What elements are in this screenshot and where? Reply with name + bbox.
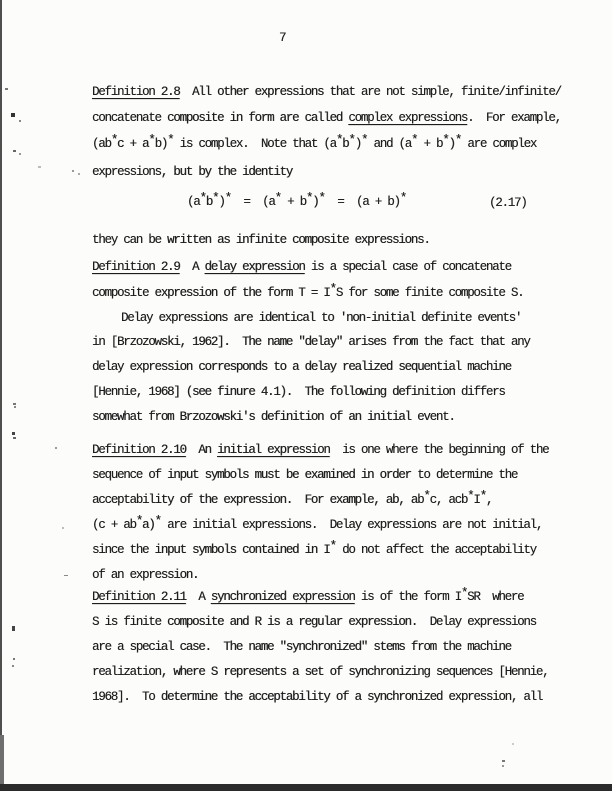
text-line: delay expression corresponds to a delay realized sequential machine [92, 360, 511, 374]
scan-speck [19, 153, 21, 155]
text-line: [Hennie, 1968] (see finure 4.1). The following definition differs [92, 385, 505, 399]
text-line: Definition 2.10 An initial expression is one where the beginning of the [92, 443, 549, 457]
scan-speck [38, 166, 41, 168]
scan-speck [78, 173, 80, 175]
scan-speck [19, 120, 21, 122]
text-line: they can be written as infinite composite expressions. [92, 233, 430, 247]
text-line: (c + ab*a)* are initial expressions. Delay expressions are not initial, [92, 514, 543, 532]
text-line: acceptability of the expression. For example, ab, ab*c, acb*I*, [92, 489, 493, 507]
text-line: concatenate composite in form are called complex expressions. For example, [92, 111, 561, 125]
scan-speck [55, 447, 57, 449]
text-line: somewhat from Brzozowski's definition of an initial event. [92, 410, 455, 424]
scan-speck [512, 743, 514, 745]
text-line: since the input symbols contained in I* do not affect the acceptability [92, 539, 536, 557]
scan-edge-left [0, 0, 2, 791]
scan-speck [502, 765, 504, 767]
scan-speck [12, 626, 15, 631]
scan-speck [64, 575, 68, 576]
scan-edge-bottom [0, 784, 612, 791]
text-line: Definition 2.11 A synchronized expression is of the form I*SR where [92, 586, 524, 604]
text-line: expressions, but by the identity [92, 165, 293, 179]
equation-number: (2.17) [489, 196, 527, 210]
text-line: composite expression of the form T = I*S for some finite composite S. [92, 282, 524, 300]
page-number: 7 [279, 31, 286, 45]
text-line: Definition 2.9 A delay expression is a special case of concatenate [92, 260, 511, 274]
scan-speck [13, 150, 16, 152]
scan-speck [14, 406, 16, 408]
scan-speck [11, 113, 15, 117]
scan-speck [12, 665, 14, 667]
text-line: sequence of input symbols must be examined in order to determine the [92, 468, 518, 482]
text-line: are a special case. The name "synchronized" stems from the machine [92, 640, 511, 654]
equation-formula: (a*b*)* = (a* + b*)* = (a + b)* [187, 191, 406, 209]
scan-edge-left [0, 735, 4, 791]
scan-speck [72, 170, 74, 172]
scan-speck [502, 760, 505, 762]
scan-speck [62, 527, 64, 529]
text-line: in [Brzozowski, 1962]. The name "delay" arises from the fact that any [92, 335, 530, 349]
scan-speck [13, 658, 15, 660]
text-line: Delay expressions are identical to 'non-initial definite events' [121, 311, 522, 325]
scan-speck [13, 437, 16, 439]
text-line: S is finite composite and R is a regular expression. Delay expressions [92, 615, 536, 629]
scan-speck [12, 432, 15, 435]
text-line: 1968]. To determine the acceptability of a synchronized expression, all [92, 690, 543, 704]
text-line: (ab*c + a*b)* is complex. Note that (a*b*)* and (a* + b*)* are complex [92, 133, 537, 151]
scan-speck [5, 88, 8, 90]
text-line: of an expression. [92, 568, 199, 582]
text-line: realization, where S represents a set of synchronizing sequences [Hennie, [92, 665, 549, 679]
scan-speck [13, 403, 16, 405]
text-line: Definition 2.8 All other expressions that are not simple, finite/infinite/ [92, 85, 561, 99]
